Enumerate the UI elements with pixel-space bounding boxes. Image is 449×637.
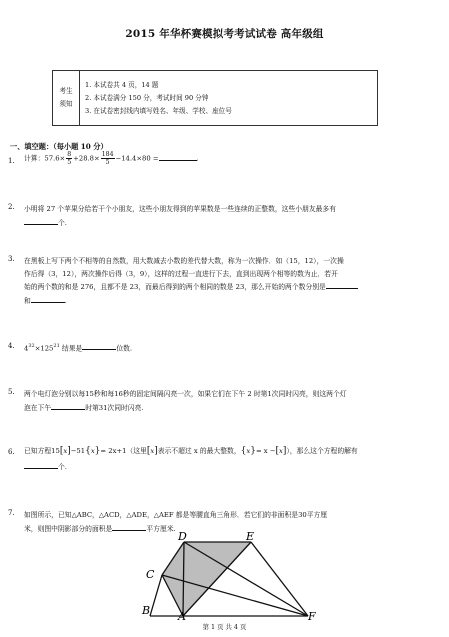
q3-and: 和 bbox=[24, 296, 31, 305]
question-number: 1. bbox=[8, 157, 15, 165]
shaded-triangle-acd bbox=[162, 542, 184, 616]
answer-blank[interactable] bbox=[326, 280, 358, 289]
question-1 bbox=[24, 151, 436, 166]
question-5 bbox=[24, 388, 436, 414]
notice-item: 2. 本试卷满分 150 分，考试时间 90 分钟 bbox=[85, 94, 209, 102]
fraction-denominator: 5 bbox=[105, 159, 110, 166]
bracket-open: [ bbox=[275, 446, 279, 456]
q1-suffix: −14.4×80 = bbox=[115, 154, 159, 163]
bracket-close: ] bbox=[67, 446, 71, 456]
label-e: E bbox=[246, 530, 255, 543]
answer-blank[interactable] bbox=[82, 341, 116, 350]
brace-open: { bbox=[240, 446, 247, 456]
page-title: 2015 年华杯赛模拟考考试试卷 高年级组 bbox=[125, 28, 324, 40]
q7-line: 米，则图中阴影部分的面积是 bbox=[24, 524, 113, 533]
q3-line: 作后得（3，12），两次操作后得（3，9），这样的过程一直进行下去，直到出现两个相等的数为止．若开 bbox=[24, 269, 338, 278]
section-heading: 一、填空题：（每小题 10 分） bbox=[10, 142, 108, 151]
notice-box bbox=[52, 70, 378, 126]
q4-exponent: 21 bbox=[53, 343, 60, 349]
q1-end: . bbox=[196, 154, 199, 163]
segment-bc bbox=[150, 575, 162, 616]
bracket-close: ] bbox=[154, 446, 158, 456]
q5-line: 泡在下午 bbox=[24, 403, 52, 412]
q3-line: 始的两个数的和是 276，且都不是 23，而最后得到的两个相同的数是 23，那么开始的两个数分别是 bbox=[24, 283, 326, 291]
question-3 bbox=[24, 255, 436, 307]
q2-text: 小明将 27 个苹果分给若干个小朋友，这些小朋友得到的苹果数是一些连续的正整数，这些小朋友最多有 bbox=[24, 205, 337, 213]
fraction-numerator: 184 bbox=[101, 151, 114, 158]
fraction bbox=[66, 151, 72, 166]
q6-text: −51 bbox=[70, 447, 86, 455]
label-a: A bbox=[178, 610, 186, 622]
notice-item: 3. 在试卷密封线内填写姓名、年级、学校、座位号 bbox=[85, 107, 232, 115]
question-number: 3. bbox=[8, 255, 15, 263]
notice-label bbox=[53, 71, 80, 125]
question-number: 5. bbox=[8, 388, 15, 396]
brace-close: } bbox=[94, 446, 101, 456]
q6-var: x bbox=[90, 447, 95, 455]
answer-blank[interactable] bbox=[24, 460, 58, 469]
q3-end: . bbox=[64, 296, 67, 305]
notice-items bbox=[85, 79, 232, 118]
q6-text: 已知方程15 bbox=[24, 447, 60, 455]
q6-var: x bbox=[246, 447, 251, 455]
brace-close: } bbox=[250, 446, 256, 456]
notice-label-line1: 考生 bbox=[59, 87, 73, 95]
q4-end: 位数. bbox=[116, 344, 133, 353]
q4-base: 4 bbox=[24, 344, 29, 353]
question-2 bbox=[24, 203, 436, 229]
question-number: 7. bbox=[8, 509, 15, 517]
fraction bbox=[101, 151, 115, 166]
label-c: C bbox=[146, 568, 155, 581]
answer-blank[interactable] bbox=[31, 294, 65, 303]
geometry-figure bbox=[138, 530, 322, 622]
q6-var: x bbox=[63, 447, 68, 455]
q5-line: 时第31次同时闪亮. bbox=[85, 403, 144, 412]
q4-times: × bbox=[34, 344, 41, 353]
q3-line: 在黑板上写下两个不相等的自然数，用大数减去小数的差代替大数，称为一次操作．如（15，12），一次操 bbox=[24, 257, 344, 265]
q6-end: 个. bbox=[58, 462, 67, 471]
brace-open: { bbox=[85, 446, 91, 456]
q7-line: 如图所示，已知△ABC，△ACD，△ADE，△AEF 都是等腰直角三角形．若它们的非面积是30平方厘 bbox=[24, 511, 328, 519]
answer-blank[interactable] bbox=[51, 401, 85, 410]
label-b: B bbox=[142, 604, 151, 617]
question-number: 2. bbox=[8, 203, 15, 211]
q6-var: x bbox=[150, 447, 155, 455]
fraction-denominator: 5 bbox=[67, 159, 72, 166]
q6-text: ），那么这个方程的解有 bbox=[286, 447, 358, 455]
bracket-open: [ bbox=[59, 446, 64, 456]
notice-label-line2: 须知 bbox=[59, 100, 73, 108]
q2-end: 个. bbox=[58, 218, 67, 227]
question-number: 4. bbox=[8, 342, 15, 350]
q6-var: x bbox=[279, 447, 283, 455]
answer-blank[interactable] bbox=[159, 152, 197, 161]
q1-prefix: 计算：57.6× bbox=[24, 154, 66, 163]
page-footer: 第 1 页 共 4 页 bbox=[202, 623, 247, 631]
q4-text: 结果是 bbox=[59, 344, 83, 353]
notice-item: 1. 本试卷共 4 页，14 题 bbox=[85, 81, 159, 89]
bracket-open: [ bbox=[146, 446, 151, 456]
segment-ef bbox=[251, 542, 308, 616]
q6-text: 表示不超过 x 的最大整数， bbox=[157, 447, 241, 455]
question-4 bbox=[24, 340, 436, 355]
q6-text: = x − bbox=[255, 447, 276, 455]
question-6 bbox=[24, 445, 436, 473]
q7-line: 平方厘米. bbox=[146, 524, 176, 533]
answer-blank[interactable] bbox=[24, 216, 58, 225]
question-number: 6. bbox=[8, 448, 15, 456]
q6-text: = 2x+1（这里 bbox=[100, 447, 147, 455]
label-d: D bbox=[178, 530, 187, 543]
label-f: F bbox=[308, 610, 316, 622]
q1-mid: +28.8× bbox=[73, 154, 100, 163]
q5-line: 两个电灯泡分别以每15秒和每16秒的固定间隔闪亮一次，如果它们在下午 2 时第1次同时闪亮，则这两个灯 bbox=[24, 390, 347, 398]
fraction-numerator: 8 bbox=[67, 151, 72, 158]
bracket-close: ] bbox=[282, 446, 287, 456]
q4-base: 125 bbox=[40, 344, 54, 353]
q4-exponent: 32 bbox=[28, 343, 35, 349]
